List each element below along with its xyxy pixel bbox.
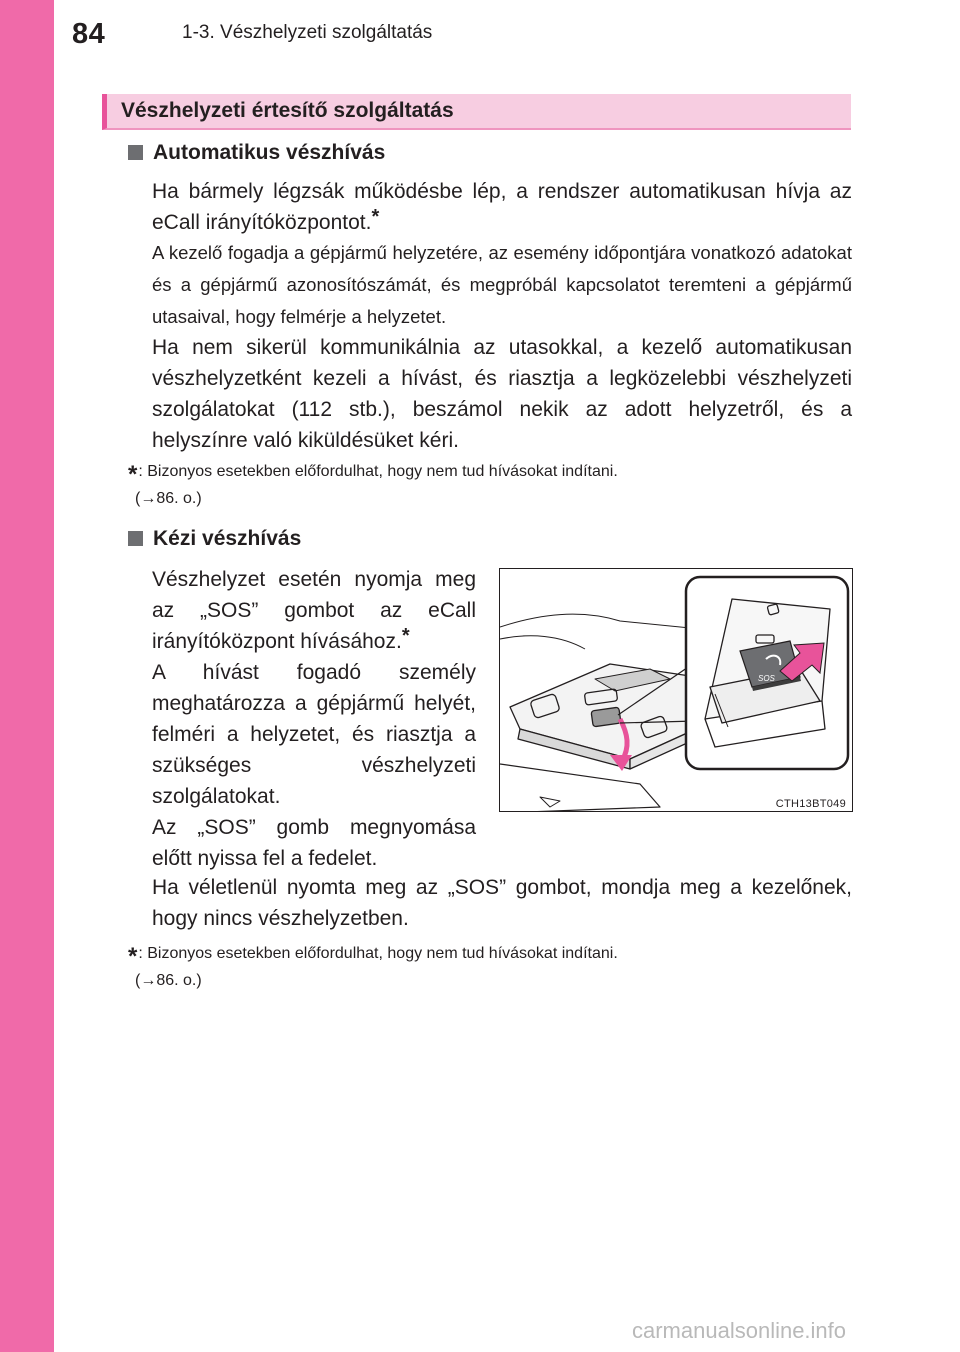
heading-text: Automatikus vészhívás — [153, 141, 386, 164]
page-number: 84 — [72, 18, 106, 50]
figure-caption: CTH13BT049 — [775, 798, 846, 810]
footnote-text: : Bizonyos esetekben előfordulhat, hogy nem tud hívásokat indítani. — [138, 945, 618, 962]
paragraph-manual-left — [152, 564, 476, 874]
paragraph-auto-1 — [152, 176, 852, 238]
square-bullet-icon — [128, 531, 143, 546]
footnote-star: * — [128, 943, 138, 970]
footnote-mark: * — [371, 206, 380, 228]
footnote-star: * — [128, 461, 138, 488]
overhead-console-icon — [500, 569, 853, 812]
paragraph-text: Vészhelyzet esetén nyomja meg az „SOS” gombot az eCall irányítóközpont hívásához. — [152, 568, 476, 653]
footnote-mark: * — [401, 625, 410, 647]
paragraph-auto-3: Ha nem sikerül kommunikálnia az utasokkal, a kezelő automatikusan vészhelyzetként kezeli a hívást, és riasztja a legközelebbi vészhelyzeti szolgálatokat (112 stb.), beszámol nekik az adott helyzetről, és a helyszínre való kiküldésüket kéri. — [152, 336, 852, 452]
page-reference: (→86. o.) — [135, 490, 202, 507]
sos-button-illustration — [499, 568, 853, 812]
paragraph-auto-2: A kezelő fogadja a gépjármű helyzetére, az esemény időpontjára vonatkozó adatokat és a gépjármű azonosítószámát, és megpróbál kapcsolatot teremteni a gépjármű utasaival, hogy felmérje a helyzetet. — [152, 242, 852, 327]
footnote-text: : Bizonyos esetekben előfordulhat, hogy nem tud hívásokat indítani. — [138, 463, 618, 480]
square-bullet-icon — [128, 145, 143, 160]
heading-manual-call — [128, 527, 301, 551]
paragraph-manual-1 — [152, 564, 476, 657]
paragraph-manual-4: Ha véletlenül nyomta meg az „SOS” gombot, mondja meg a kezelőnek, hogy nincs vészhelyzetben. — [152, 876, 852, 930]
paragraph-text: Ha bármely légzsák működésbe lép, a rendszer automatikusan hívja az eCall irányítóközpontot. — [152, 180, 852, 234]
svg-text:SOS: SOS — [758, 674, 775, 683]
paragraph-manual-3: Az „SOS” gomb megnyomása előtt nyissa fel a fedelet. — [152, 816, 476, 870]
section-banner — [102, 94, 851, 130]
chapter-side-tab — [0, 0, 54, 1352]
heading-automatic-call — [128, 141, 385, 165]
footnote-2 — [128, 942, 618, 993]
footnote-1 — [128, 460, 618, 511]
watermark-text: carmanualsonline.info — [632, 1318, 847, 1343]
chapter-title: 1-3. Vészhelyzeti szolgáltatás — [182, 22, 433, 43]
banner-title: Vészhelyzeti értesítő szolgáltatás — [121, 99, 454, 122]
page-reference: (→86. o.) — [135, 972, 202, 989]
heading-text: Kézi vészhívás — [153, 527, 302, 550]
paragraph-manual-2: A hívást fogadó személy meghatározza a gépjármű helyét, felméri a helyzetet, és riasztja a szükséges vészhelyzeti szolgálatokat. — [152, 661, 476, 808]
